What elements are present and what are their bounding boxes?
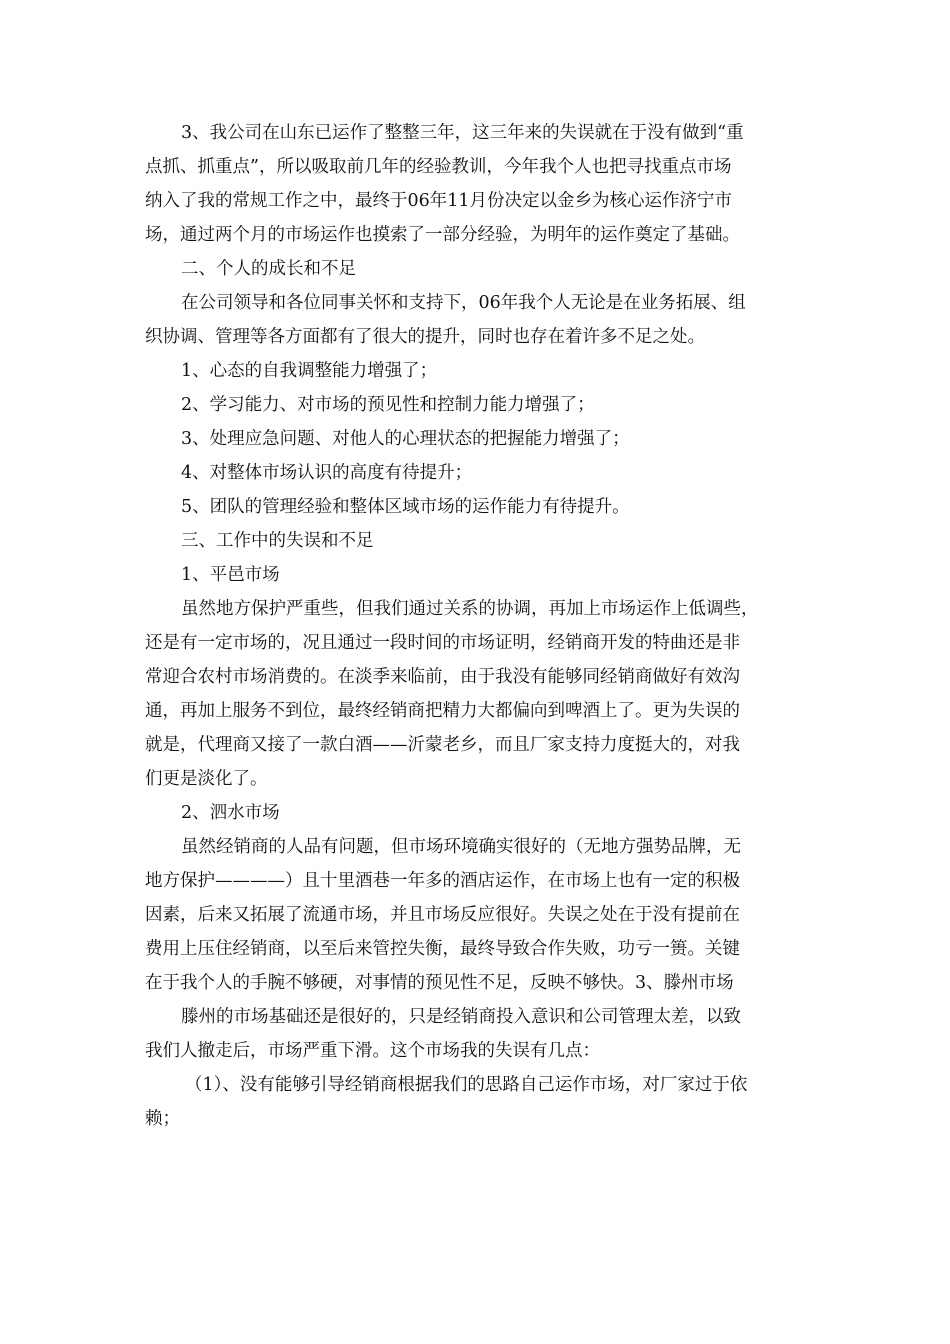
- text-line: 场，通过两个月的市场运作也摸索了一部分经验，为明年的运作奠定了基础。: [145, 225, 740, 245]
- text-line: 还是有一定市场的，况且通过一段时间的市场证明，经销商开发的特曲还是非: [145, 633, 740, 653]
- subheading-pingyi: [145, 558, 805, 592]
- text-line: 就是，代理商又接了一款白酒——沂蒙老乡，而且厂家支持力度挺大的，对我: [145, 735, 740, 755]
- text-line: 通，再加上服务不到位，最终经销商把精力大都偏向到啤酒上了。更为失误的: [145, 701, 740, 721]
- text-line: 地方保护————）且十里酒巷一年多的酒店运作，在市场上也有一定的积极: [145, 871, 740, 891]
- list-item-3: [145, 422, 805, 456]
- list-item-1: [145, 354, 805, 388]
- text-line: 虽然经销商的人品有问题，但市场环境确实很好的（无地方强势品牌，无: [181, 837, 741, 857]
- text-line: （1）、没有能够引导经销商根据我们的思路自己运作市场，对厂家过于依: [185, 1075, 748, 1095]
- text-line: 纳入了我的常规工作之中，最终于06年11月份决定以金乡为核心运作济宁市: [145, 191, 733, 211]
- text-line: 滕州的市场基础还是很好的，只是经销商投入意识和公司管理太差，以致: [181, 1007, 741, 1027]
- text-line: 虽然地方保护严重些，但我们通过关系的协调，再加上市场运作上低调些，: [181, 599, 759, 619]
- list-item-text: 5、团队的管理经验和整体区域市场的运作能力有待提升。: [181, 497, 630, 517]
- paragraph-point-1: [145, 1068, 805, 1136]
- text-line: 点抓、抓重点”，所以吸取前几年的经验教训，今年我个人也把寻找重点市场: [145, 157, 732, 177]
- list-item-2: [145, 388, 805, 422]
- list-item-text: 4、对整体市场认识的高度有待提升；: [181, 463, 473, 483]
- list-item-4: [145, 456, 805, 490]
- paragraph-intro-3: [145, 116, 805, 252]
- subheading-sishui: [145, 796, 805, 830]
- document-body: [145, 116, 805, 1136]
- heading-text: 二、个人的成长和不足: [181, 259, 356, 279]
- list-item-text: 3、处理应急问题、对他人的心理状态的把握能力增强了；: [181, 429, 630, 449]
- paragraph-sishui: [145, 830, 805, 1000]
- paragraph-tengzhou: [145, 1000, 805, 1068]
- text-line: 3、我公司在山东已运作了整整三年，这三年来的失误就在于没有做到“重: [181, 123, 744, 143]
- text-line: 常迎合农村市场消费的。在淡季来临前，由于我没有能够同经销商做好有效沟: [145, 667, 740, 687]
- text-line: 费用上压住经销商，以至后来管控失衡，最终导致合作失败，功亏一篑。关键: [145, 939, 740, 959]
- section-heading-3: [145, 524, 805, 558]
- text-line: 织协调、管理等各方面都有了很大的提升，同时也存在着许多不足之处。: [145, 327, 705, 347]
- text-line: 因素，后来又拓展了流通市场，并且市场反应很好。失误之处在于没有提前在: [145, 905, 740, 925]
- paragraph-pingyi: [145, 592, 805, 796]
- subheading-text: 2、泗水市场: [181, 803, 280, 823]
- list-item-text: 2、学习能力、对市场的预见性和控制力能力增强了；: [181, 395, 595, 415]
- text-line: 赖；: [145, 1109, 180, 1129]
- list-item-5: [145, 490, 805, 524]
- section-heading-2: [145, 252, 805, 286]
- text-line: 在于我个人的手腕不够硬，对事情的预见性不足，反映不够快。3、滕州市场: [145, 973, 734, 993]
- text-line: 我们人撤走后，市场严重下滑。这个市场我的失误有几点：: [145, 1041, 600, 1061]
- paragraph-growth: [145, 286, 805, 354]
- subheading-text: 1、平邑市场: [181, 565, 280, 585]
- heading-text: 三、工作中的失误和不足: [181, 531, 374, 551]
- text-line: 在公司领导和各位同事关怀和支持下，06年我个人无论是在业务拓展、组: [181, 293, 746, 313]
- list-item-text: 1、心态的自我调整能力增强了；: [181, 361, 438, 381]
- text-line: 们更是淡化了。: [145, 769, 268, 789]
